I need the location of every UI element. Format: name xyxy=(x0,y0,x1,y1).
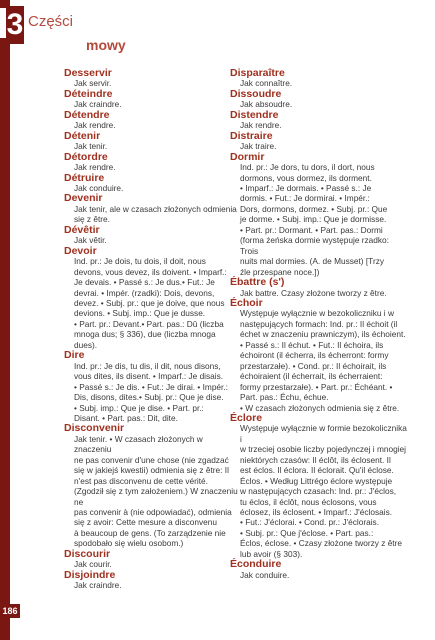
entry-line: Jak traire. xyxy=(240,141,277,152)
entry-line: Jak battre. Czasy złożone tworzy z être. xyxy=(240,287,387,298)
entry-line: Dors, dormons, dormez. • Subj. pr.: Que xyxy=(240,203,388,214)
entry-line: źle przespane noce.]) xyxy=(240,266,320,277)
entry-line: • Subj. imp.: Que je dise. • Part. pr.: xyxy=(74,402,204,413)
dictionary-entry xyxy=(230,110,408,131)
right-column xyxy=(230,68,408,580)
entry-line: tu éclos, il éclôt, nous éclosons, vous xyxy=(240,496,377,507)
entry-line: następujących formach: Ind. pr.: Il échoit (il xyxy=(240,318,398,329)
entry-line: się w jakiejś kwestii) odmienia się z être: Il xyxy=(74,465,229,476)
entry-line: • Part. pr.: Devant.• Part. pas.: Dû (liczba xyxy=(74,318,224,329)
entry-line: échoiraient (il écherrait, ils écherraient: xyxy=(240,371,383,382)
entry-line: à beaucoup de gens. (To zarządzenie nie xyxy=(74,527,226,538)
chapter-subtitle: mowy xyxy=(86,37,126,53)
entry-line: Jak courir. xyxy=(74,559,112,570)
entry-headword: Distraire xyxy=(230,129,273,142)
dictionary-entry xyxy=(64,423,239,548)
chapter-header xyxy=(0,0,435,70)
entry-line: • Passé s.: Je dis. • Fut.: Je dirai. • Impér.: xyxy=(74,381,228,392)
dictionary-entry xyxy=(230,89,408,110)
page-number: 186 xyxy=(0,604,20,618)
dictionary-entry xyxy=(64,68,239,89)
entry-line: Jak tenir. xyxy=(74,141,108,152)
entry-line: Występuje wyłącznie w bezokoliczniku i w xyxy=(240,308,394,319)
entry-line: Éclos. • Według Littrégo éclore występuje xyxy=(240,475,393,486)
entry-line: Jak absoudre. xyxy=(240,99,293,110)
dictionary-entry xyxy=(64,152,239,173)
entry-headword: Éclore xyxy=(230,411,263,424)
entry-line: éclosez, ils éclosent. • Imparf.: J'éclosais. xyxy=(240,507,393,518)
dictionary-entry xyxy=(230,277,408,298)
entry-headword: Distendre xyxy=(230,108,279,121)
dictionary-entry xyxy=(64,110,239,131)
dictionary-entry xyxy=(64,350,239,423)
chapter-number: 3 xyxy=(6,6,24,44)
entry-line: Występuje wyłącznie w formie bezokolicznika i xyxy=(240,423,407,444)
entry-headword: Disconvenir xyxy=(64,422,125,435)
entry-line: Ind. pr.: Je dois, tu dois, il doit, nous xyxy=(74,256,206,267)
entry-line: dormons, vous dormez, ils dorment. xyxy=(240,172,372,183)
entry-line: • Subj. pr.: Que j'éclose. • Part. pas.: xyxy=(240,527,374,538)
entry-line: échet w znaczeniu prawniczym), ils échoient. xyxy=(240,329,406,340)
entry-line: • Passé s.: Il échut. • Fut.: Il échoira, ils xyxy=(240,339,384,350)
entry-line: échoiront (il écherra, ils écherront: formy xyxy=(240,350,389,361)
entry-line: Jak servir. xyxy=(74,78,112,89)
dictionary-entry xyxy=(64,89,239,110)
entry-line: Ind. pr.: Je dors, tu dors, il dort, nous xyxy=(240,162,375,173)
entry-line: n'est pas disconvenu de cette vérité. xyxy=(74,475,208,486)
entry-line: Part. pas.: Échu, échue. xyxy=(240,392,329,403)
entry-headword: Détendre xyxy=(64,108,110,121)
entry-headword: Détenir xyxy=(64,129,101,142)
entry-line: niektórych czasów: Il éclôt, ils éclosent. Il xyxy=(240,454,391,465)
entry-line: Jak rendre. xyxy=(240,120,282,131)
entry-headword: Détruire xyxy=(64,171,105,184)
entry-line: się z avoir: Cette mesure a disconvenu xyxy=(74,517,217,528)
entry-line: • Part. pr.: Dormant. • Part. pas.: Dormi xyxy=(240,224,383,235)
entry-line: Jak rendre. xyxy=(74,162,116,173)
dictionary-entry xyxy=(230,152,408,277)
entry-line: Disant. • Part. pas.: Dit, dite. xyxy=(74,412,178,423)
entry-headword: Disjoindre xyxy=(64,568,116,581)
entry-line: devez. • Subj. pr.: que je doive, que nous xyxy=(74,297,225,308)
entry-headword: Desservir xyxy=(64,67,112,79)
entry-headword: Disparaître xyxy=(230,67,285,79)
dictionary-entry xyxy=(64,173,239,194)
dictionary-entry xyxy=(64,246,239,351)
entry-line: Jak craindre. xyxy=(74,99,122,110)
left-column xyxy=(64,68,239,591)
entry-line: pas convenir à (nie odpowiadać), odmienia xyxy=(74,507,232,518)
entry-headword: Détordre xyxy=(64,150,108,163)
entry-line: Jak conduire. xyxy=(240,569,290,580)
entry-headword: Dissoudre xyxy=(230,87,282,100)
entry-line: spodobało się wielu osobom.) xyxy=(74,538,184,549)
entry-line: (Zgodził się z tym założeniem.) W znaczeniu ne xyxy=(74,486,238,507)
entry-line: Ind. pr.: Je dis, tu dis, il dit, nous disons, xyxy=(74,360,221,371)
entry-line: dormis. • Fut.: Je dormirai. • Impér.: xyxy=(240,193,370,204)
entry-line: Jak tenir. • W czasach złożonych w znaczeniu xyxy=(74,433,203,455)
entry-line: się z être. xyxy=(74,214,110,225)
entry-line: (forma żeńska dormie występuje rzadko: Trois xyxy=(240,235,389,256)
entry-line: Je devais. • Passé s.: Je dus.• Fut.: Je xyxy=(74,277,215,288)
entry-line: • Fut.: J'éclorai. • Cond. pr.: J'éclorais. xyxy=(240,517,380,528)
entry-line: nuits mal dormies. (A. de Musset) [Trzy xyxy=(240,256,385,267)
entry-line: Jak craindre. xyxy=(74,580,122,591)
dictionary-entry xyxy=(230,68,408,89)
entry-line: mnoga dus; § 336), due (liczba mnoga xyxy=(74,329,216,340)
entry-line: Dis, disons, dites.• Subj. pr.: Que je dise. xyxy=(74,392,224,403)
entry-line: w trzeciej osobie liczby pojedynczej i mnogiej xyxy=(240,444,407,455)
entry-headword: Devenir xyxy=(64,192,103,205)
entry-line: je dorme. • Subj. imp.: Que je dormisse. xyxy=(240,214,387,225)
entry-headword: Dire xyxy=(64,349,85,362)
entry-line: w następujących czasach: Ind. pr.: J'éclos, xyxy=(240,486,397,497)
entry-headword: Éconduire xyxy=(230,558,282,571)
dictionary-entry xyxy=(230,131,408,152)
entry-line: • W czasach złożonych odmienia się z être. xyxy=(240,402,400,413)
dictionary-entry xyxy=(64,193,239,224)
entry-line: Éclos, éclose. • Czasy złożone tworzy z être xyxy=(240,538,402,549)
entry-headword: Ébattre (s') xyxy=(230,276,285,289)
page-edge-bar xyxy=(0,0,10,640)
entry-line: devrai. • Impér. (rzadki): Dois, devons, xyxy=(74,287,215,298)
entry-headword: Déteindre xyxy=(64,87,113,100)
entry-headword: Dévêtir xyxy=(64,223,100,236)
entry-line: lub avoir (§ 303). xyxy=(240,548,303,559)
entry-headword: Dormir xyxy=(230,150,265,163)
entry-headword: Échoir xyxy=(230,296,263,309)
dictionary-entry xyxy=(64,570,239,591)
dictionary-entry xyxy=(64,131,239,152)
entry-headword: Devoir xyxy=(64,244,97,257)
entry-line: przestarzałe). • Cond. pr.: Il échoirait, ils xyxy=(240,360,387,371)
dictionary-entry xyxy=(230,413,408,559)
chapter-title: Części xyxy=(28,13,74,30)
entry-line: ne pas convenir d'une chose (nie zgadzać xyxy=(74,454,229,465)
dictionary-entry xyxy=(64,549,239,570)
entry-line: Jak tenir, ale w czasach złożonych odmienia xyxy=(74,203,237,214)
entry-line: Jak connaître. xyxy=(240,78,293,89)
entry-line: Jak conduire. xyxy=(74,182,124,193)
entry-line: Jak vêtir. xyxy=(74,235,107,246)
entry-headword: Discourir xyxy=(64,547,111,560)
entry-line: • Imparf.: Je dormais. • Passé s.: Je xyxy=(240,182,372,193)
entry-line: devions. • Subj. imp.: Que je dusse. xyxy=(74,308,206,319)
entry-line: vous dites, ils disent. • Imparf.: Je disais. xyxy=(74,371,224,382)
dictionary-entry xyxy=(230,298,408,413)
dictionary-entry xyxy=(64,225,239,246)
entry-line: est éclos. Il éclora. Il éclorait. Qu'il éclose. xyxy=(240,465,394,476)
dictionary-entry xyxy=(230,559,408,580)
entry-line: devons, vous devez, ils doivent. • Imparf.: xyxy=(74,266,227,277)
entry-line: dues). xyxy=(74,339,98,350)
entry-line: formy przestarzałe). • Part. pr.: Échéant. • xyxy=(240,381,393,392)
entry-line: Jak rendre. xyxy=(74,120,116,131)
